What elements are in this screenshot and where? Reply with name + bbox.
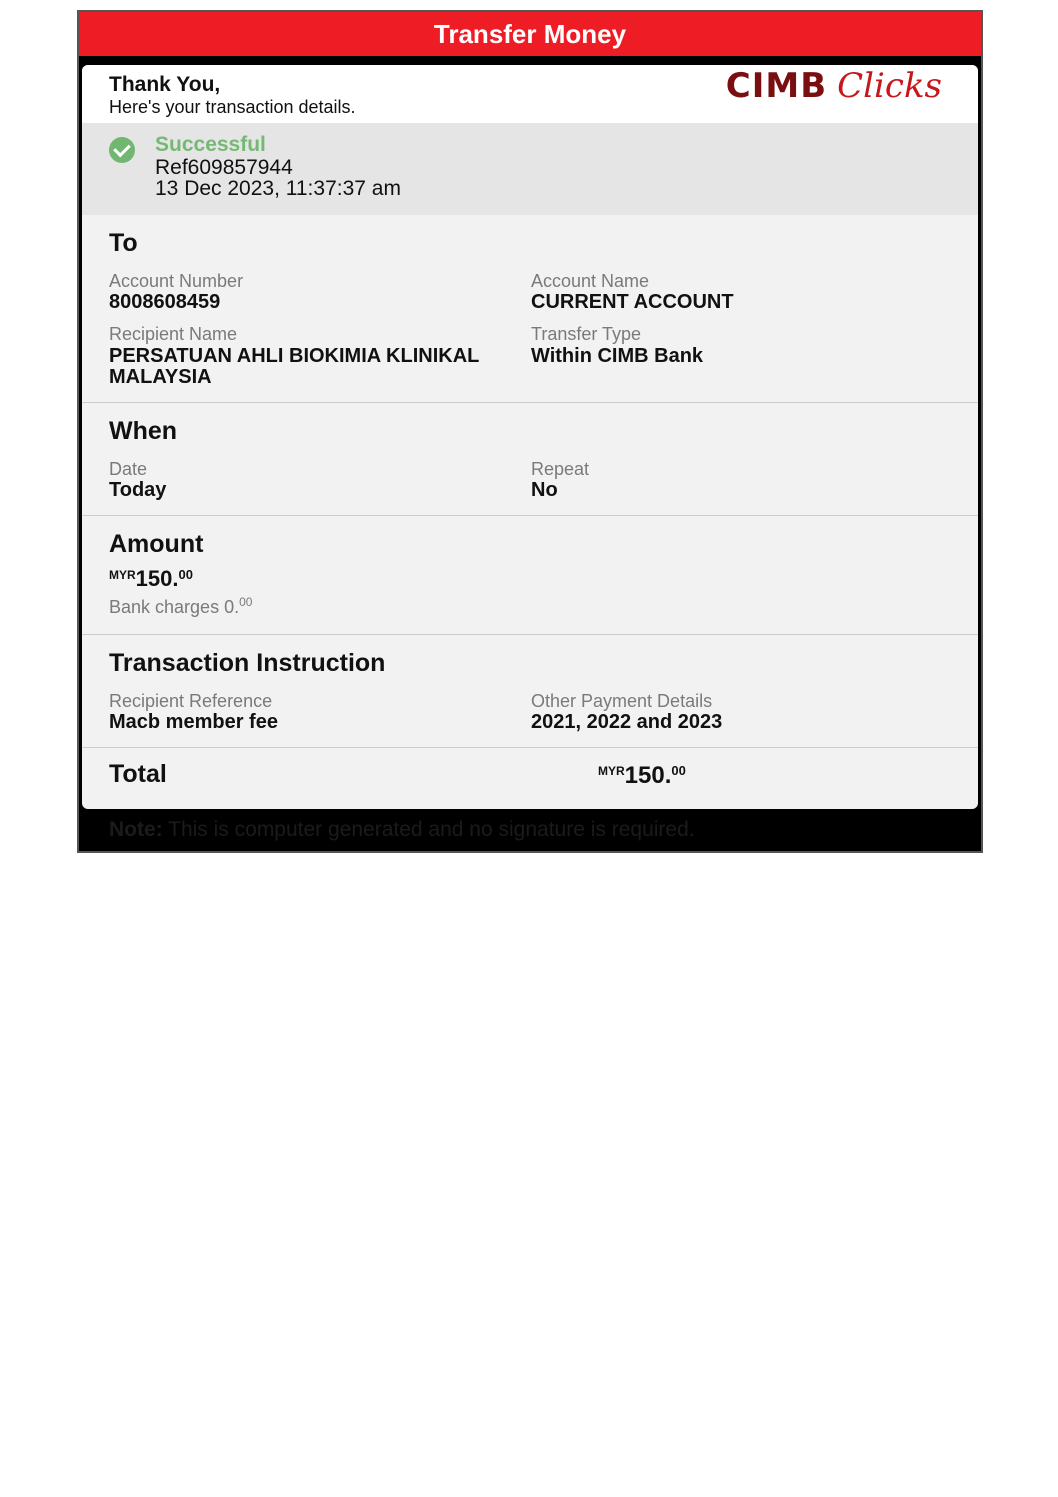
other-payment-details-label: Other Payment Details <box>531 691 713 711</box>
amount-section <box>82 516 978 635</box>
instruction-title: Transaction Instruction <box>109 649 386 677</box>
status-label: Successful <box>155 133 266 156</box>
receipt-frame <box>77 10 983 853</box>
bank-charges-cents: 00 <box>239 595 253 609</box>
reference-number: Ref609857944 <box>155 156 293 179</box>
note-bar <box>79 812 981 851</box>
intro-area <box>82 65 978 123</box>
amount-whole: 150. <box>135 566 179 591</box>
account-name-value: CURRENT ACCOUNT <box>531 291 734 313</box>
date-label: Date <box>109 459 148 479</box>
amount-cents: 00 <box>178 567 193 582</box>
transfer-type-value: Within CIMB Bank <box>531 345 704 367</box>
recipient-reference-value: Macb member fee <box>109 711 278 733</box>
total-cents: 00 <box>671 763 686 778</box>
total-whole: 150. <box>624 762 672 789</box>
greeting: Thank You, <box>109 73 221 96</box>
account-name-label: Account Name <box>531 271 650 291</box>
note-label: Note: <box>109 818 163 841</box>
instruction-section <box>82 635 978 748</box>
repeat-value: No <box>531 479 558 501</box>
other-payment-details-value: 2021, 2022 and 2023 <box>531 711 723 733</box>
bank-charges <box>109 595 252 618</box>
intro-subtitle: Here's your transaction details. <box>109 97 356 117</box>
receipt-card <box>82 65 978 809</box>
when-title: When <box>109 417 178 445</box>
date-value: Today <box>109 479 167 501</box>
logo-product: Clicks <box>837 66 942 106</box>
total-value <box>598 762 686 790</box>
status-band <box>82 123 978 215</box>
recipient-reference-label: Recipient Reference <box>109 691 273 711</box>
amount-title: Amount <box>109 530 204 558</box>
repeat-label: Repeat <box>531 459 590 479</box>
cimb-clicks-logo <box>726 66 942 110</box>
account-number-value: 8008608459 <box>109 291 221 313</box>
total-currency: MYR <box>598 764 625 778</box>
note-text: This is computer generated and no signature is required. <box>162 818 695 841</box>
total-title: Total <box>109 760 167 788</box>
disclaimer-note <box>109 818 695 842</box>
recipient-name-line2: MALAYSIA <box>109 366 212 388</box>
to-section <box>82 215 978 403</box>
recipient-name-label: Recipient Name <box>109 324 238 344</box>
when-section <box>82 403 978 516</box>
to-title: To <box>109 229 138 257</box>
logo-brand: CIMB <box>725 66 828 106</box>
recipient-name-line1: PERSATUAN AHLI BIOKIMIA KLINIKAL <box>109 345 480 367</box>
page-title: Transfer Money <box>79 12 981 56</box>
amount-value <box>109 566 193 592</box>
bank-charges-label: Bank charges 0. <box>109 597 240 617</box>
transaction-timestamp: 13 Dec 2023, 11:37:37 am <box>155 177 401 200</box>
total-section <box>82 748 978 808</box>
transfer-type-label: Transfer Type <box>531 324 642 344</box>
account-number-label: Account Number <box>109 271 244 291</box>
check-circle-icon <box>109 137 135 163</box>
amount-currency: MYR <box>109 568 136 582</box>
